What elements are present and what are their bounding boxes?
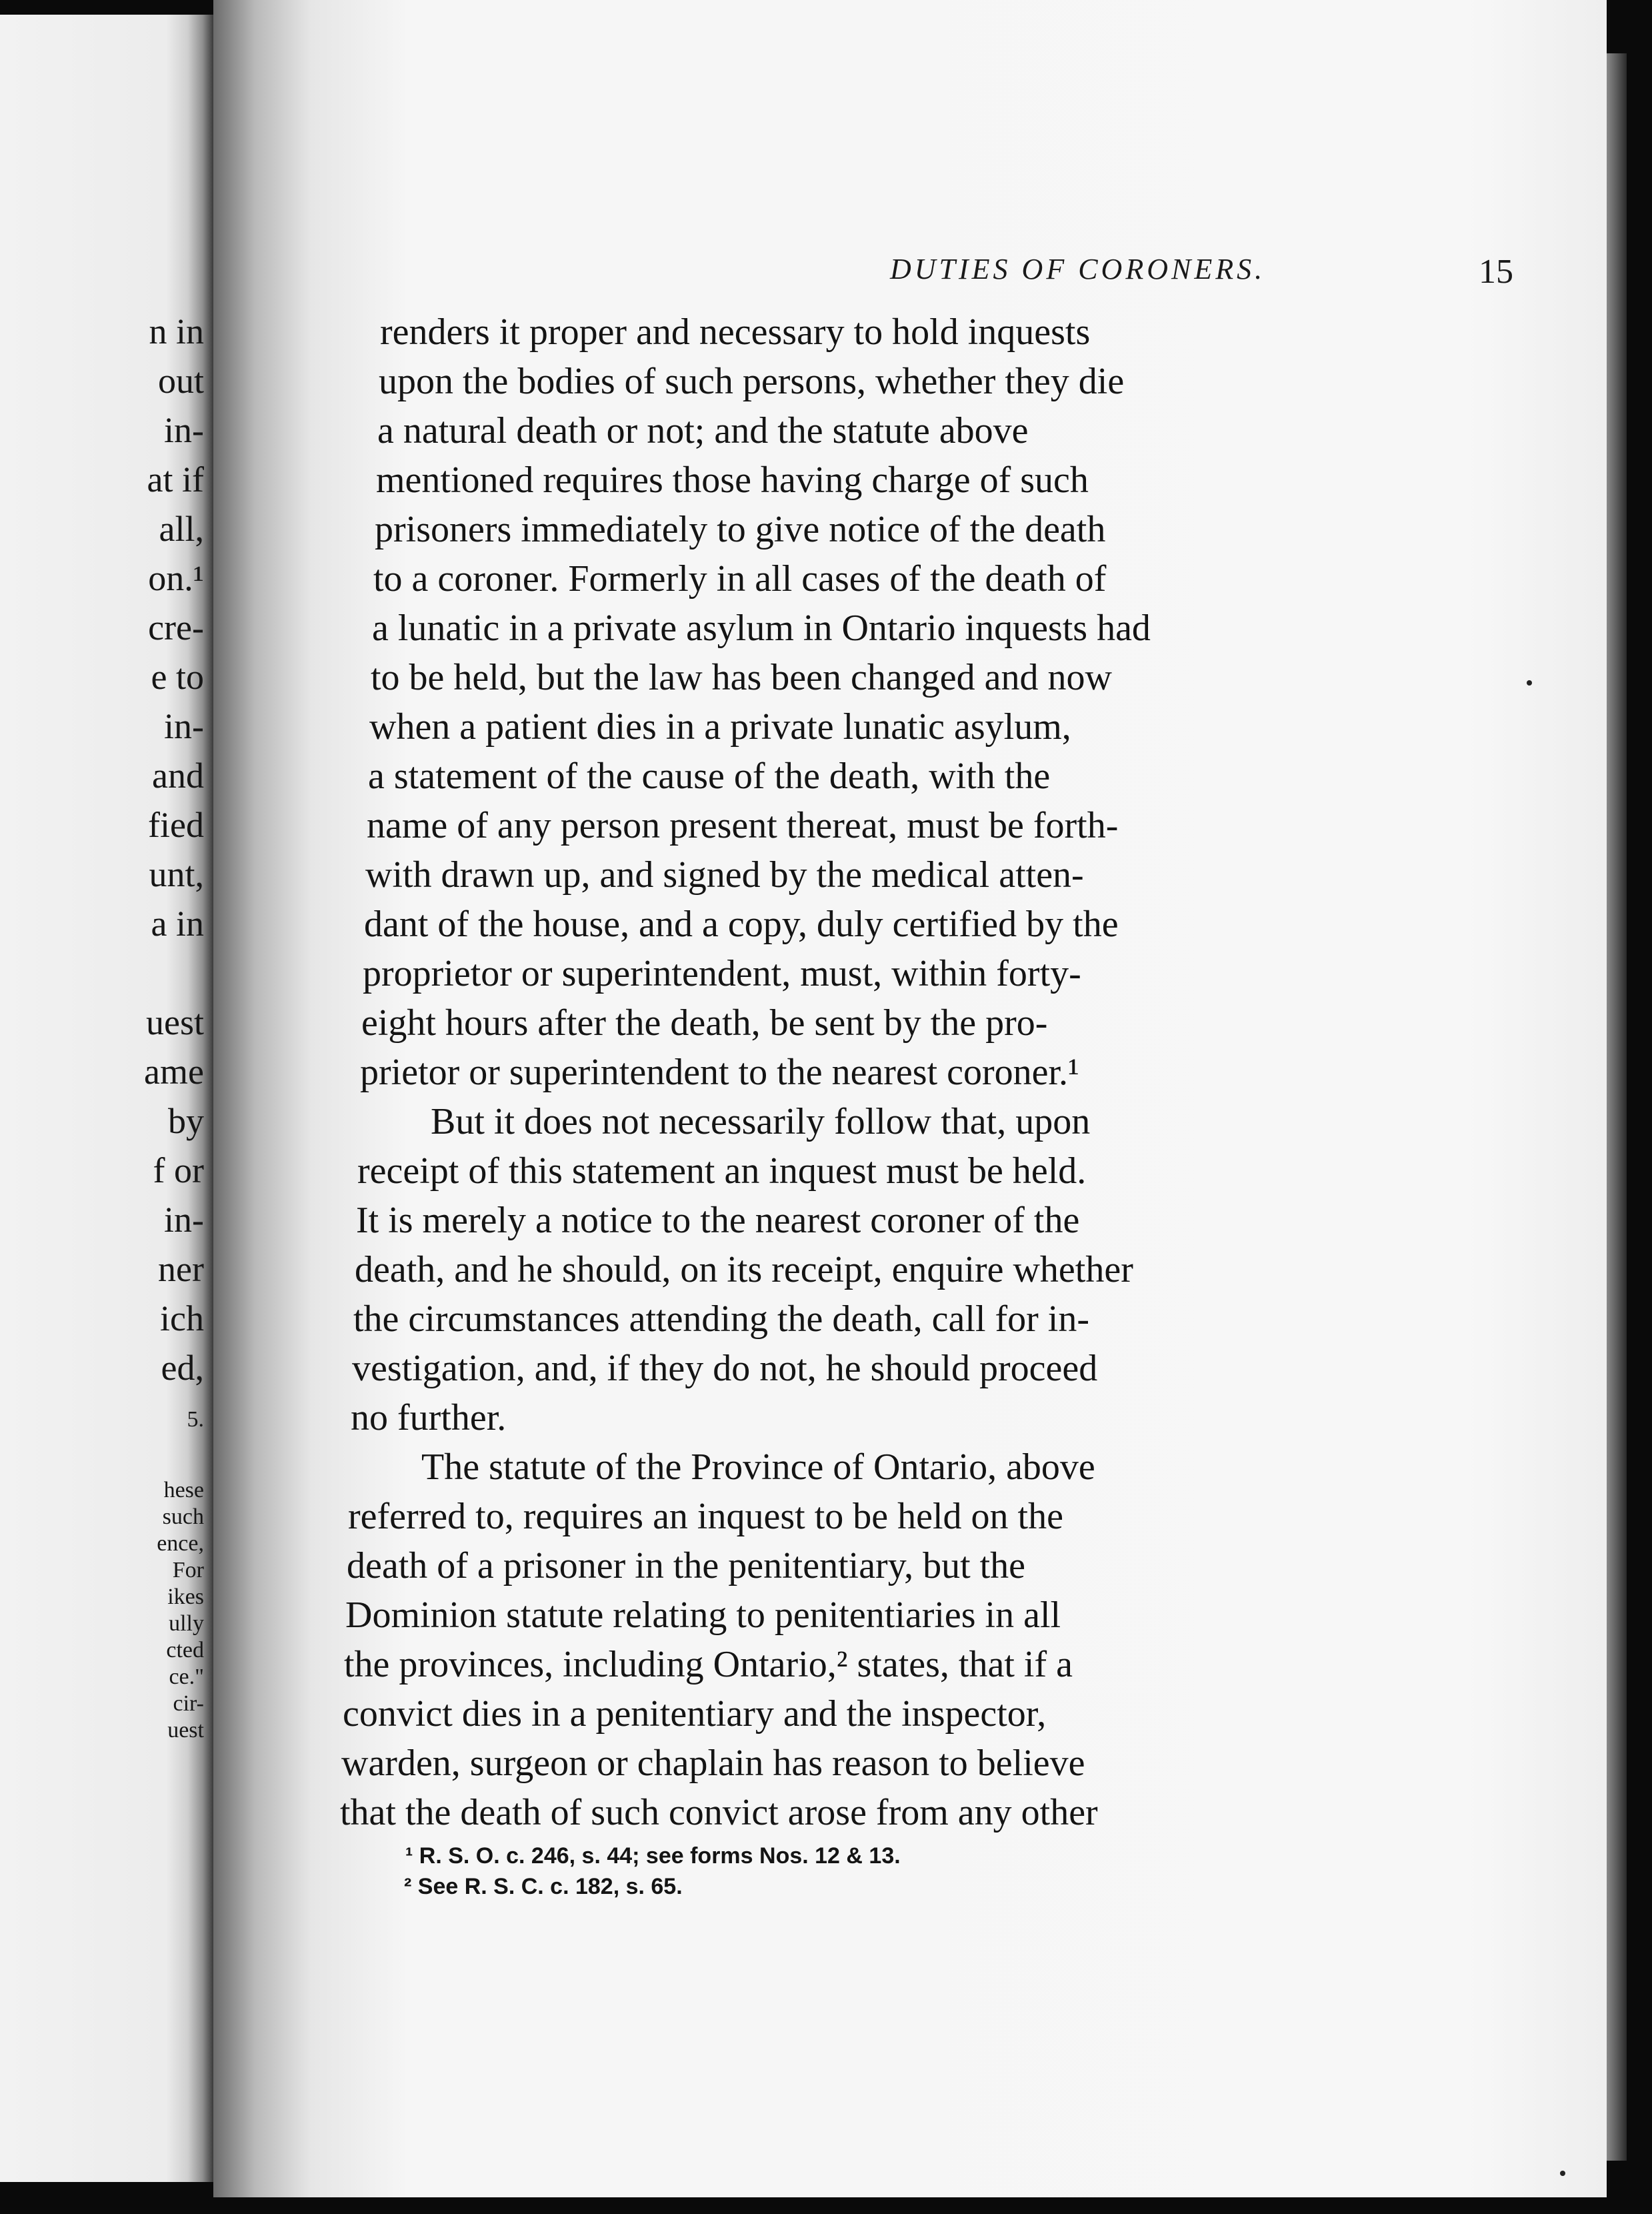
text-line: a natural death or not; and the statute above bbox=[377, 410, 1029, 451]
left-footnote-end: such bbox=[162, 1504, 204, 1529]
text-line: But it does not necessarily follow that, upon bbox=[431, 1101, 1091, 1142]
page-edge bbox=[1607, 53, 1627, 2161]
text-line: when a patient dies in a private lunatic asylum, bbox=[369, 706, 1071, 748]
text-line: that the death of such convict arose from any other bbox=[340, 1792, 1098, 1833]
text-line: death, and he should, on its receipt, enquire whether bbox=[355, 1249, 1133, 1290]
text-line: convict dies in a penitentiary and the inspector, bbox=[343, 1693, 1047, 1735]
text-line: Dominion statute relating to penitentiaries in all bbox=[345, 1594, 1061, 1636]
left-footnote-end: hese bbox=[163, 1478, 204, 1502]
left-line-end: at if bbox=[147, 459, 204, 499]
text-line: prisoners immediately to give notice of the death bbox=[375, 509, 1106, 550]
text-line: dant of the house, and a copy, duly certified by the bbox=[364, 904, 1119, 945]
scan-speck bbox=[1560, 2171, 1565, 2176]
left-line-end: in- bbox=[164, 1200, 204, 1240]
left-line-end: unt, bbox=[149, 854, 204, 894]
text-line: to a coroner. Formerly in all cases of the death of bbox=[373, 558, 1107, 600]
text-line: a lunatic in a private asylum in Ontario inquests had bbox=[372, 608, 1151, 649]
text-line: to be held, but the law has been changed and now bbox=[371, 657, 1112, 698]
left-line-end: fied bbox=[148, 805, 204, 845]
left-footnote-end: ikes bbox=[167, 1584, 204, 1609]
left-line-end: in- bbox=[164, 706, 204, 746]
left-line-end: uest bbox=[146, 1002, 204, 1042]
text-line: prietor or superintendent to the nearest coroner.¹ bbox=[360, 1052, 1079, 1093]
left-line-end: by bbox=[168, 1101, 204, 1141]
previous-page-fragment bbox=[0, 15, 213, 2182]
left-line-end: in- bbox=[164, 410, 204, 450]
book-page bbox=[213, 0, 1607, 2197]
page-number: 15 bbox=[1479, 253, 1513, 291]
text-line: with drawn up, and signed by the medical atten- bbox=[365, 854, 1084, 896]
left-footnote-end: For bbox=[172, 1558, 204, 1582]
text-line: name of any person present thereat, must be forth- bbox=[367, 805, 1119, 846]
text-line: vestigation, and, if they do not, he should proceed bbox=[352, 1348, 1098, 1389]
text-line: the provinces, including Ontario,² states, that if a bbox=[344, 1644, 1073, 1685]
left-footnote-end: cir- bbox=[173, 1691, 204, 1716]
text-line: It is merely a notice to the nearest coroner of the bbox=[356, 1200, 1080, 1241]
left-line-end: e to bbox=[151, 657, 204, 697]
left-footnote-end: ully bbox=[169, 1611, 204, 1636]
footnote: ¹ R. S. O. c. 246, s. 44; see forms Nos. 12 & 13. bbox=[405, 1843, 901, 1869]
text-line: referred to, requires an inquest to be held on the bbox=[348, 1496, 1063, 1537]
footnote: ² See R. S. C. c. 182, s. 65. bbox=[404, 1874, 683, 1899]
left-footnote-end: ce." bbox=[169, 1665, 204, 1689]
text-line: warden, surgeon or chaplain has reason to believe bbox=[341, 1743, 1085, 1784]
left-line-end: ame bbox=[144, 1052, 204, 1092]
left-line-end: 5. bbox=[187, 1407, 204, 1432]
left-line-end: ner bbox=[158, 1249, 204, 1289]
text-line: upon the bodies of such persons, whether they die bbox=[379, 361, 1125, 402]
left-footnote-end: cted bbox=[166, 1638, 204, 1663]
left-footnote-end: uest bbox=[167, 1718, 204, 1743]
text-line: proprietor or superintendent, must, within forty- bbox=[363, 953, 1081, 994]
text-line: The statute of the Province of Ontario, above bbox=[421, 1446, 1095, 1488]
text-line: renders it proper and necessary to hold inquests bbox=[380, 311, 1091, 353]
left-line-end: cre- bbox=[148, 608, 204, 648]
left-line-end: n in bbox=[149, 311, 204, 351]
left-line-end: out bbox=[157, 361, 204, 401]
text-line: receipt of this statement an inquest must be held. bbox=[357, 1150, 1087, 1192]
text-line: the circumstances attending the death, call for in- bbox=[353, 1298, 1090, 1340]
text-line: eight hours after the death, be sent by the pro- bbox=[361, 1002, 1048, 1044]
left-line-end: and bbox=[152, 756, 204, 796]
left-line-end: all, bbox=[159, 509, 204, 549]
text-line: death of a prisoner in the penitentiary, but the bbox=[347, 1545, 1026, 1586]
text-line: mentioned requires those having charge of such bbox=[376, 459, 1089, 501]
text-line: a statement of the cause of the death, with the bbox=[368, 756, 1051, 797]
scan-speck bbox=[1527, 680, 1532, 686]
text-line: no further. bbox=[351, 1397, 507, 1438]
running-head: DUTIES OF CORONERS. bbox=[890, 253, 1266, 285]
left-line-end: a in bbox=[151, 904, 204, 944]
left-line-end: on.¹ bbox=[148, 558, 204, 598]
left-line-end: ed, bbox=[161, 1348, 204, 1388]
left-line-end: f or bbox=[153, 1150, 204, 1190]
left-line-end: ich bbox=[160, 1298, 204, 1338]
left-footnote-end: ence, bbox=[157, 1531, 204, 1556]
